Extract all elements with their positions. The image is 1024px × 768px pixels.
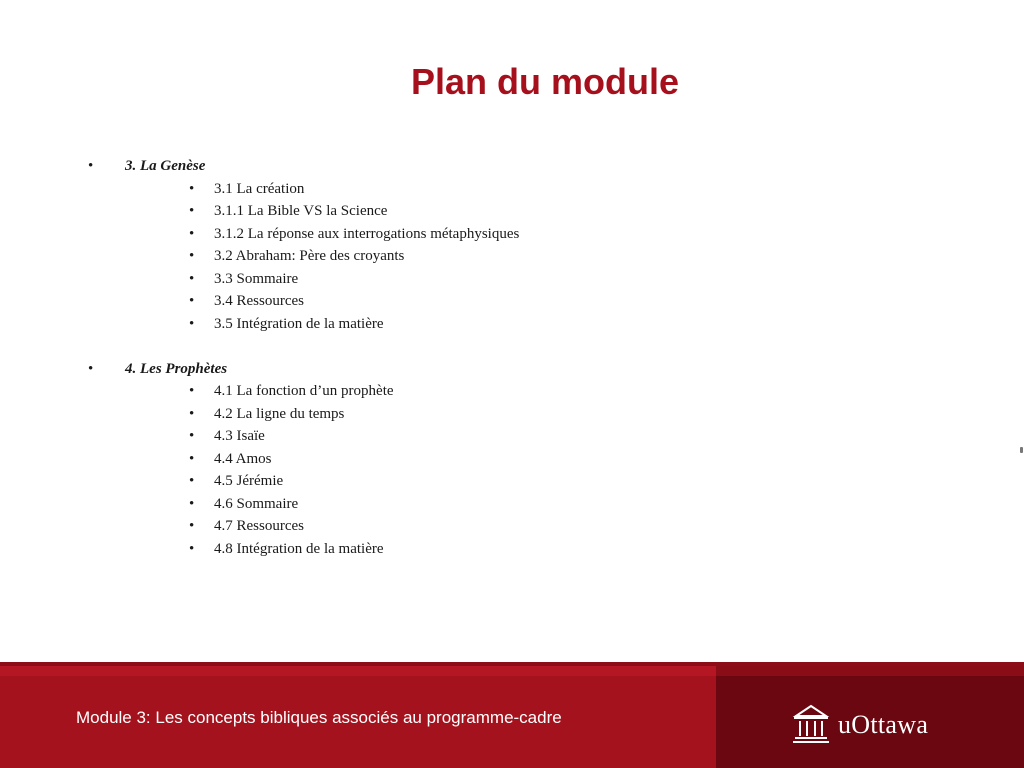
outline-item (0, 515, 700, 538)
bullet-icon: • (189, 203, 195, 219)
bullet-icon: • (189, 540, 195, 557)
outline-item (0, 470, 700, 493)
logo-panel-top-band (716, 666, 1024, 676)
section-spacer (0, 335, 700, 358)
module-outline (0, 155, 700, 560)
bullet-icon: • (189, 293, 195, 309)
bullet-icon: • (88, 158, 94, 174)
bullet-icon: • (189, 180, 195, 197)
outline-item-text: 4.4 Amos (214, 450, 272, 467)
outline-item-text: 4.8 Intégration de la matière (214, 540, 384, 557)
outline-section-heading (0, 358, 700, 381)
bullet-icon: • (189, 248, 195, 264)
university-building-icon (792, 702, 830, 744)
section-heading-text: 4. Les Prophètes (125, 360, 228, 377)
outline-item-text: 4.3 Isaïe (214, 428, 265, 444)
outline-item (0, 425, 700, 448)
bullet-icon: • (189, 428, 195, 444)
logo-wordmark: uOttawa (838, 710, 929, 739)
bullet-icon: • (189, 495, 195, 512)
outline-item-text: 3.5 Intégration de la matière (214, 315, 384, 332)
bullet-icon: • (189, 315, 195, 332)
outline-item (0, 223, 700, 246)
logo-panel (716, 666, 1024, 768)
outline-item (0, 448, 700, 471)
outline-item-text: 3.4 Ressources (214, 293, 304, 309)
outline-item-text: 3.1.1 La Bible VS la Science (214, 203, 388, 219)
outline-item (0, 290, 700, 313)
bullet-icon: • (189, 383, 195, 399)
outline-item-text: 4.7 Ressources (214, 518, 304, 534)
bullet-icon: • (189, 270, 195, 287)
outline-item-text: 3.3 Sommaire (214, 270, 299, 287)
outline-item (0, 178, 700, 201)
edge-mark (1020, 447, 1023, 453)
bullet-icon: • (189, 225, 195, 242)
outline-item-text: 3.2 Abraham: Père des croyants (214, 248, 405, 264)
outline-item-text: 3.1.2 La réponse aux interrogations métaphysiques (214, 225, 520, 242)
outline-item-text: 4.1 La fonction d’un prophète (214, 383, 394, 399)
outline-item (0, 313, 700, 336)
outline-item (0, 538, 700, 561)
outline-item (0, 493, 700, 516)
outline-item-text: 4.6 Sommaire (214, 495, 299, 512)
bullet-icon: • (189, 450, 195, 467)
bullet-icon: • (189, 473, 195, 489)
outline-section-heading (0, 155, 700, 178)
section-heading-text: 3. La Genèse (125, 158, 206, 174)
outline-item (0, 403, 700, 426)
outline-item-text: 4.5 Jérémie (214, 473, 284, 489)
outline-item (0, 380, 700, 403)
bullet-icon: • (189, 405, 195, 422)
outline-item-text: 4.2 La ligne du temps (214, 405, 345, 422)
outline-item (0, 245, 700, 268)
outline-item-text: 3.1 La création (214, 180, 305, 197)
footer-module-title: Module 3: Les concepts bibliques associés au programme-cadre (76, 708, 562, 727)
bullet-icon: • (88, 360, 94, 377)
outline-item (0, 200, 700, 223)
outline-item (0, 268, 700, 291)
slide-title: Plan du module (410, 61, 679, 102)
footer-bar (0, 666, 1024, 768)
bullet-icon: • (189, 518, 195, 534)
